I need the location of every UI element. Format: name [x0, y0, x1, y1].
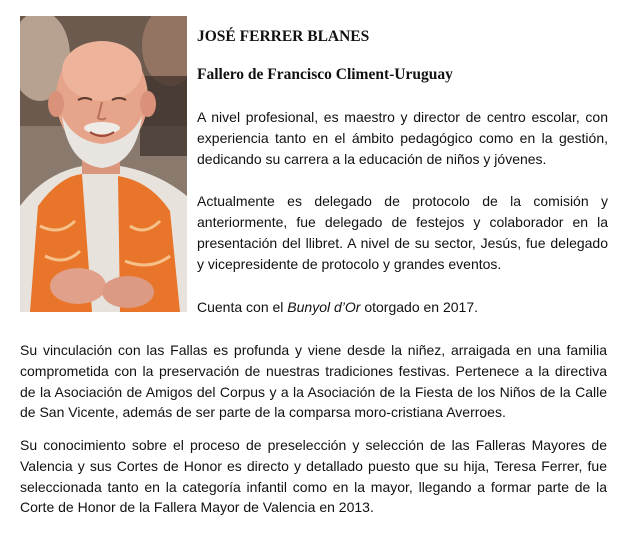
text-line: Actualmente es delegado de protocolo de la comisión y — [197, 193, 608, 210]
text-line: anteriormente, fue delegado de festejos y colaborador en la — [197, 214, 608, 231]
bio-paragraph-2 — [197, 191, 608, 274]
person-role: Fallero de Francisco Climent-Uruguay — [197, 66, 453, 83]
text-line: presentación del llibret. A nivel de su sector, Jesús, fue delegado — [197, 234, 608, 251]
text-line: Su vinculación con las Fallas es profunda y viene desde la niñez, arraigada en una familia — [20, 342, 607, 358]
text-line: comprometida con la preservación de nuestras tradiciones festivas. Pertenece a la directiva — [20, 362, 607, 379]
bio-paragraph-3 — [197, 297, 608, 318]
award-name: Bunyol d’Or — [287, 298, 361, 315]
text-segment: otorgado en 2017. — [360, 298, 478, 315]
person-name: JOSÉ FERRER BLANES — [197, 28, 370, 45]
bio-paragraph-1 — [197, 107, 608, 169]
bio-header-column — [197, 27, 608, 317]
text-line: Valencia y sus Cortes de Honor es directo y detallado puesto que su hija, Teresa Ferrer, fue — [20, 457, 607, 474]
text-line: de San Vicente, además de ser parte de la comparsa moro-cristiana Averroes. — [20, 404, 506, 421]
text-line: y vicepresidente de protocolo y grandes eventos. — [197, 255, 502, 272]
text-line: A nivel profesional, es maestro y director de centro escolar, con — [197, 109, 608, 125]
text-line: seleccionada tanto en la categoría infantil como en la mayor, llegando a formar parte de la — [20, 478, 607, 495]
text-line: Corte de Honor de la Fallera Mayor de Valencia en 2013. — [20, 499, 374, 516]
bio-paragraph-4 — [20, 340, 607, 423]
portrait-photo — [20, 16, 187, 312]
text-line: experiencia tanto en el ámbito pedagógico como en la gestión, — [197, 129, 608, 146]
text-line: Su conocimiento sobre el proceso de preselección y selección de las Falleras Mayores de — [20, 437, 607, 453]
text-segment: Cuenta con el — [197, 298, 288, 315]
bio-paragraph-5 — [20, 435, 607, 518]
text-line: de la Asociación de Amigos del Corpus y a la Asociación de la Fiesta de los Niños de la Calle — [20, 383, 607, 400]
text-line: dedicando su carrera a la educación de niños y jóvenes. — [197, 150, 547, 167]
